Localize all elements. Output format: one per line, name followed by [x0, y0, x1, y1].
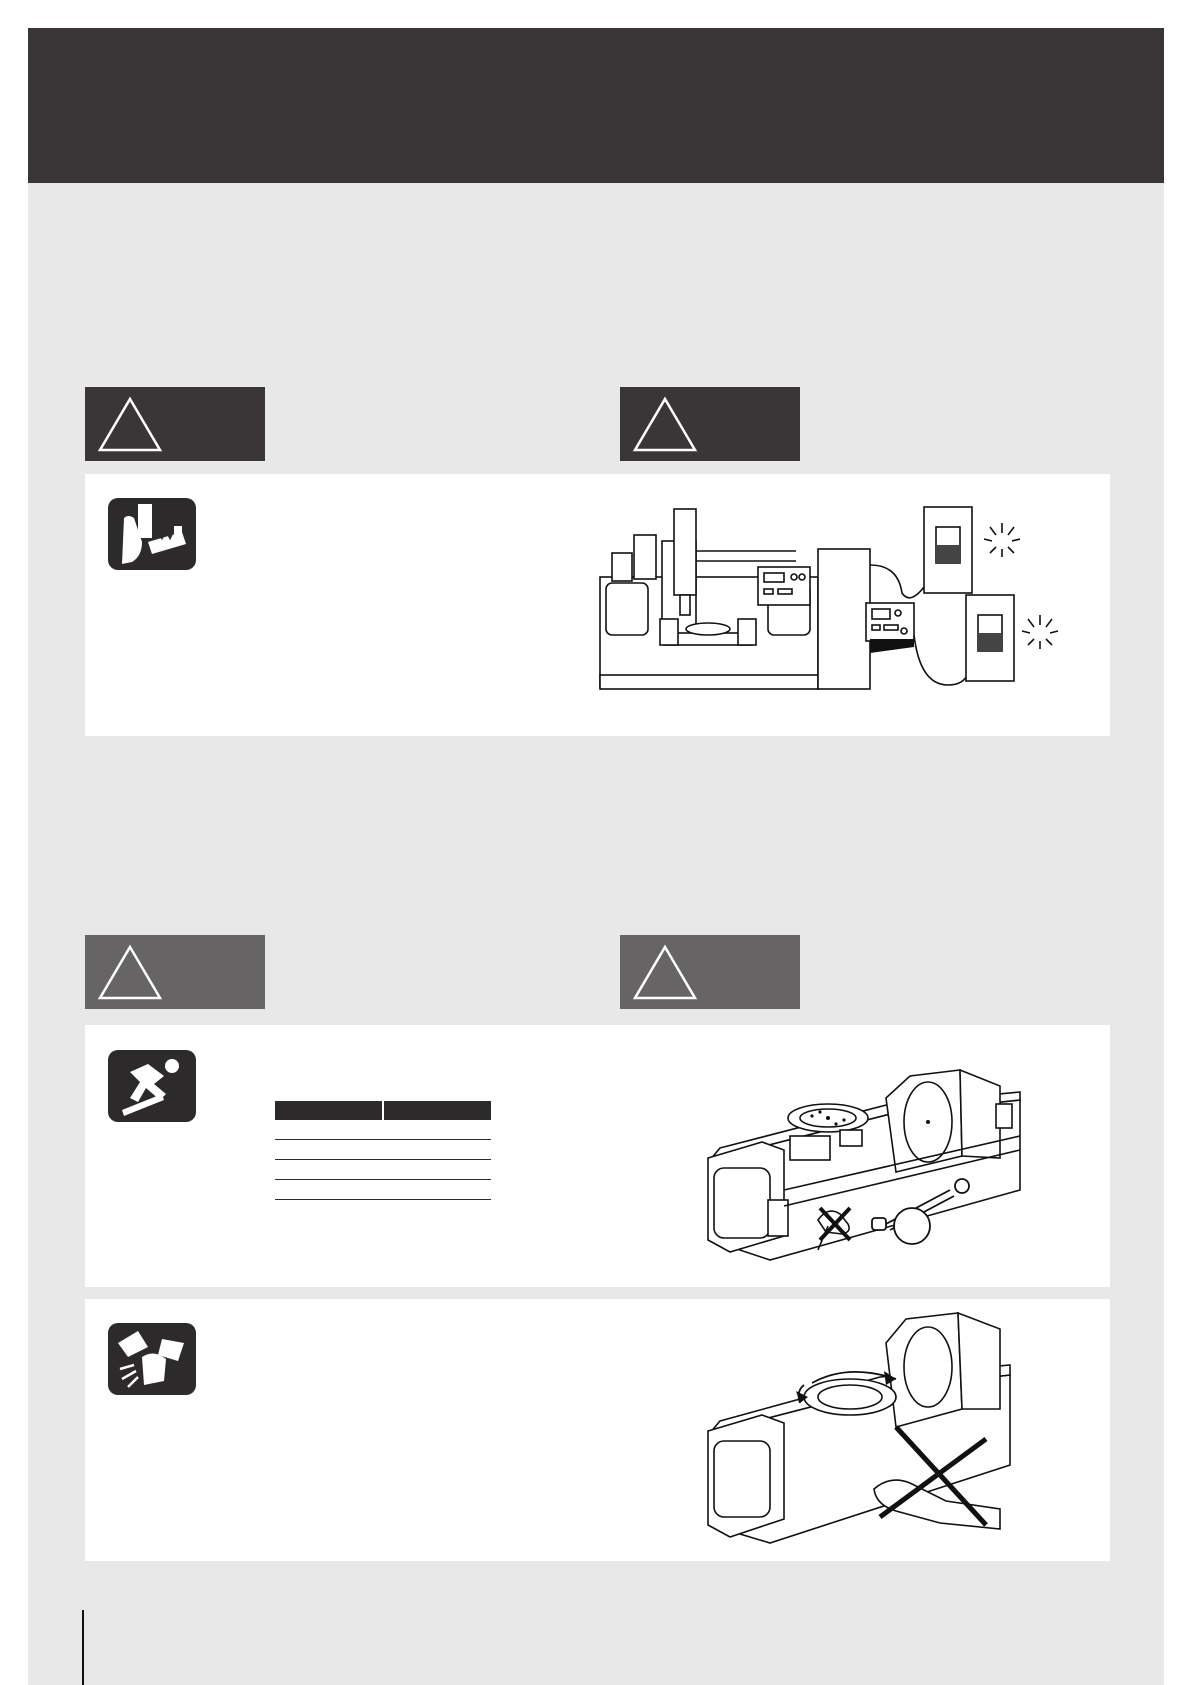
table-cell: [275, 1140, 383, 1160]
table-cell: [383, 1120, 491, 1140]
header-band: [28, 28, 1164, 183]
table-header-cell: [275, 1101, 383, 1120]
hand-entanglement-icon: [108, 498, 196, 570]
warning-triangle-icon: [97, 395, 163, 453]
rotary-table-wrench-illustration: [700, 1040, 1060, 1265]
table-cell: [383, 1160, 491, 1180]
table-row: [275, 1160, 491, 1180]
rotating-table-hand-prohibited-illustration: [700, 1305, 1030, 1555]
caution-label-bottom-right: [620, 935, 800, 1009]
warning-label-top-left: [85, 387, 265, 461]
warning-triangle-icon: [632, 943, 698, 1001]
pinch-crush-icon: [108, 1323, 196, 1395]
table-row: [275, 1180, 491, 1200]
machining-center-illustration: [598, 505, 1098, 700]
caution-label-bottom-left: [85, 935, 265, 1009]
page-footer-rule: [82, 1610, 84, 1685]
table-cell: [275, 1160, 383, 1180]
warning-triangle-icon: [632, 395, 698, 453]
slip-fall-icon: [108, 1050, 196, 1122]
table-cell: [275, 1180, 383, 1200]
table-cell: [383, 1180, 491, 1200]
table-header-cell: [383, 1101, 491, 1120]
specification-table: [275, 1101, 491, 1200]
warning-triangle-icon: [97, 943, 163, 1001]
table-row: [275, 1140, 491, 1160]
table-cell: [275, 1120, 383, 1140]
table-header-row: [275, 1101, 491, 1120]
table-cell: [383, 1140, 491, 1160]
warning-label-top-right: [620, 387, 800, 461]
table-row: [275, 1120, 491, 1140]
